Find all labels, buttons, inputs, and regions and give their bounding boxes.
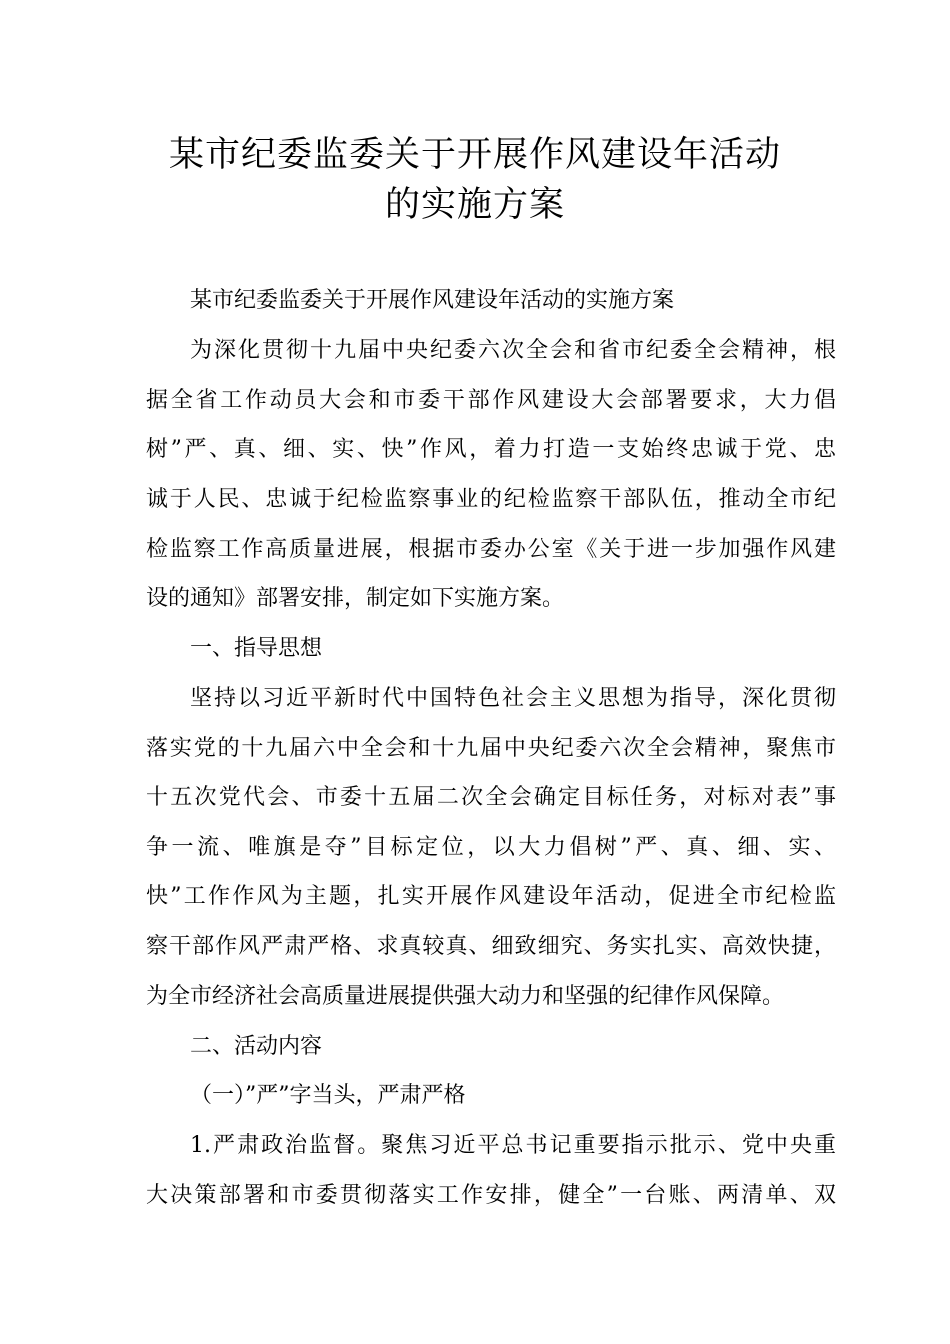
body-line: 快”工作作风为主题，扎实开展作风建设年活动，促进全市纪检监 bbox=[146, 884, 836, 909]
body-line: 察干部作风严肃严格、求真较真、细致细究、务实扎实、高效快捷， bbox=[146, 934, 836, 959]
body-line: 检监察工作高质量进展，根据市委办公室《关于进一步加强作风建 bbox=[146, 537, 836, 562]
body-line: 1.严肃政治监督。聚焦习近平总书记重要指示批示、党中央重 bbox=[190, 1133, 836, 1158]
document-title-line-1: 某市纪委监委关于开展作风建设年活动 bbox=[168, 135, 781, 175]
body-line: 据全省工作动员大会和市委干部作风建设大会部署要求，大力倡 bbox=[146, 388, 836, 413]
body-line: 为全市经济社会高质量进展提供强大动力和坚强的纪律作风保障。 bbox=[146, 984, 785, 1009]
section-heading: 一、指导思想 bbox=[190, 636, 323, 661]
body-line: 设的通知》部署安排，制定如下实施方案。 bbox=[146, 586, 565, 611]
body-line: 坚持以习近平新时代中国特色社会主义思想为指导，深化贯彻 bbox=[190, 686, 836, 711]
body-line: 树”严、真、细、实、快”作风，着力打造一支始终忠诚于党、忠 bbox=[146, 437, 836, 462]
body-line: 为深化贯彻十九届中央纪委六次全会和省市纪委全会精神，根 bbox=[190, 338, 836, 363]
body-line: 争一流、唯旗是夺”目标定位，以大力倡树”严、真、细、实、 bbox=[146, 835, 836, 860]
body-line: 十五次党代会、市委十五届二次全会确定目标任务，对标对表”事 bbox=[146, 785, 836, 810]
body-line: 某市纪委监委关于开展作风建设年活动的实施方案 bbox=[190, 288, 675, 313]
body-line: 大决策部署和市委贯彻落实工作安排，健全”一台账、两清单、双 bbox=[146, 1183, 836, 1208]
body-line: 落实党的十九届六中全会和十九届中央纪委六次全会精神，聚焦市 bbox=[146, 736, 836, 761]
section-heading: 二、活动内容 bbox=[190, 1034, 323, 1059]
document-title-line-2: 的实施方案 bbox=[384, 185, 565, 225]
subsection-heading: （一）”严”字当头，严肃严格 bbox=[190, 1083, 466, 1108]
body-line: 诚于人民、忠诚于纪检监察事业的纪检监察干部队伍，推动全市纪 bbox=[146, 487, 836, 512]
